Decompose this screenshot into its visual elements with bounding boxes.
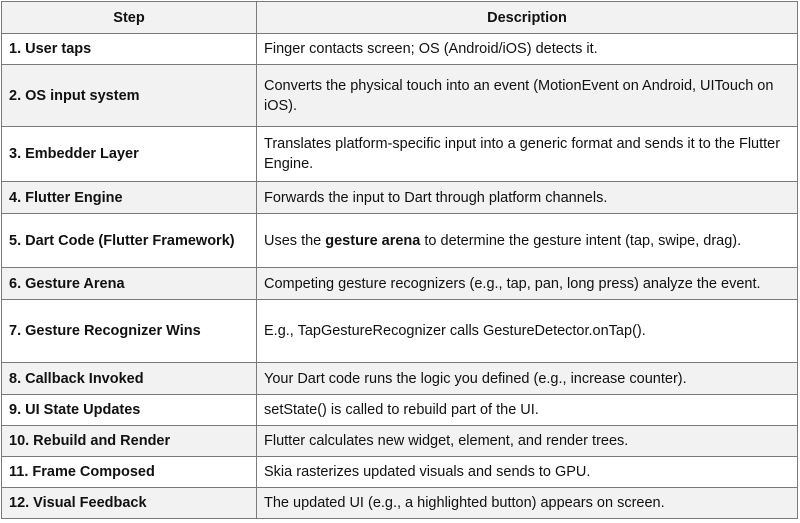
description-text-bold: gesture arena bbox=[325, 232, 421, 249]
description-cell bbox=[257, 395, 798, 426]
table-row bbox=[2, 300, 798, 363]
step-cell: 12. Visual Feedback bbox=[2, 488, 257, 519]
description-cell bbox=[257, 268, 798, 300]
description-cell bbox=[257, 65, 798, 127]
step-cell: 5. Dart Code (Flutter Framework) bbox=[2, 214, 257, 268]
description-text: Flutter calculates new widget, element, and render trees. bbox=[264, 433, 629, 449]
description-cell bbox=[257, 34, 798, 65]
table-row bbox=[2, 488, 798, 519]
description-text: Finger contacts screen; OS (Android/iOS) detects it. bbox=[264, 41, 598, 57]
step-cell: 8. Callback Invoked bbox=[2, 363, 257, 395]
description-cell bbox=[257, 426, 798, 457]
step-cell: 1. User taps bbox=[2, 34, 257, 65]
description-text-pre: Uses the bbox=[264, 232, 326, 249]
step-cell: 3. Embedder Layer bbox=[2, 127, 257, 182]
step-cell: 11. Frame Composed bbox=[2, 457, 257, 488]
table-row bbox=[2, 363, 798, 395]
step-cell: 6. Gesture Arena bbox=[2, 268, 257, 300]
gesture-flow-table bbox=[1, 1, 798, 519]
table-header-row bbox=[2, 2, 798, 34]
step-cell: 7. Gesture Recognizer Wins bbox=[2, 300, 257, 363]
table-row bbox=[2, 268, 798, 300]
description-text-post: to determine the gesture intent (tap, swipe, drag). bbox=[420, 232, 742, 249]
table-row bbox=[2, 65, 798, 127]
table-row bbox=[2, 214, 798, 268]
table-row bbox=[2, 34, 798, 65]
description-text: Forwards the input to Dart through platform channels. bbox=[264, 189, 608, 206]
description-cell bbox=[257, 488, 798, 519]
description-cell bbox=[257, 214, 798, 268]
description-cell bbox=[257, 457, 798, 488]
table-row bbox=[2, 395, 798, 426]
description-text: Your Dart code runs the logic you defined (e.g., increase counter). bbox=[264, 370, 687, 387]
table-row bbox=[2, 426, 798, 457]
description-text: Converts the physical touch into an event (MotionEvent on Android, UITouch on iOS). bbox=[264, 77, 774, 114]
description-cell bbox=[257, 182, 798, 214]
description-text: setState() is called to rebuild part of the UI. bbox=[264, 402, 539, 418]
description-cell bbox=[257, 300, 798, 363]
description-text: The updated UI (e.g., a highlighted button) appears on screen. bbox=[264, 495, 665, 511]
description-text: Translates platform-specific input into a generic format and sends it to the Flutter Engine. bbox=[264, 136, 781, 172]
description-text: Skia rasterizes updated visuals and sends to GPU. bbox=[264, 464, 591, 480]
description-cell bbox=[257, 127, 798, 182]
step-cell: 9. UI State Updates bbox=[2, 395, 257, 426]
table-row bbox=[2, 127, 798, 182]
table-row bbox=[2, 457, 798, 488]
header-step: Step bbox=[2, 2, 257, 34]
header-description: Description bbox=[257, 2, 798, 34]
step-cell: 10. Rebuild and Render bbox=[2, 426, 257, 457]
step-cell: 4. Flutter Engine bbox=[2, 182, 257, 214]
table-row bbox=[2, 182, 798, 214]
description-text: Competing gesture recognizers (e.g., tap, pan, long press) analyze the event. bbox=[264, 275, 761, 292]
step-cell: 2. OS input system bbox=[2, 65, 257, 127]
description-text: E.g., TapGestureRecognizer calls GestureDetector.onTap(). bbox=[264, 323, 646, 339]
description-cell bbox=[257, 363, 798, 395]
